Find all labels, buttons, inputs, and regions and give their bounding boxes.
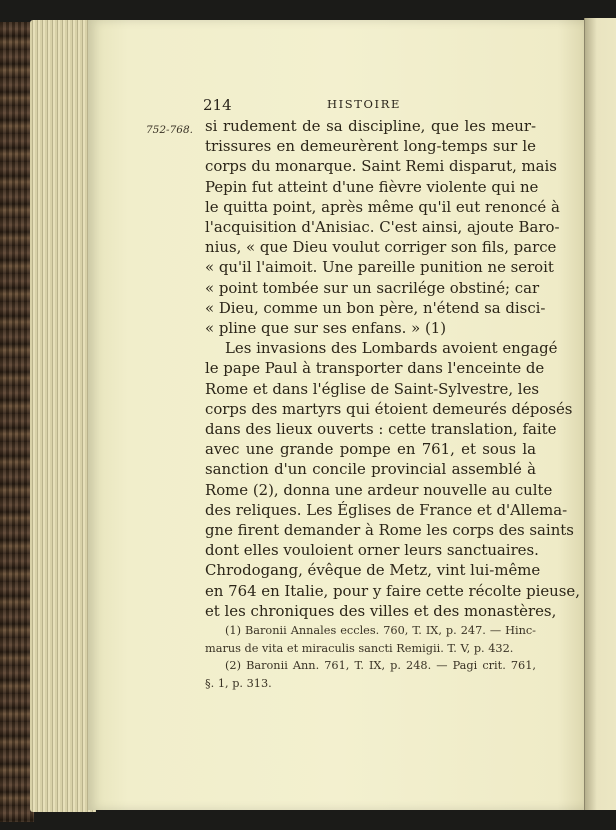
text-line: et les chroniques des villes et des monastères, bbox=[205, 601, 557, 620]
text-line: avec une grande pompe en 761, et sous la bbox=[205, 440, 536, 459]
text-line: le quitta point, après même qu'il eut renoncé à bbox=[205, 197, 560, 216]
body-text bbox=[205, 116, 580, 621]
text-line: le pape Paul à transporter dans l'enceinte de bbox=[205, 359, 545, 378]
page-edges bbox=[30, 20, 96, 812]
paragraph-start-line: Les invasions des Lombards avoient engagé bbox=[225, 339, 558, 358]
margin-date-note: 752-768. bbox=[146, 124, 193, 136]
text-line: dont elles vouloient orner leurs sanctuaires. bbox=[205, 541, 539, 560]
footnote-1-line: (1) Baronii Annales eccles. 760, T. IX, p. 247. — Hinc- bbox=[225, 624, 536, 637]
text-line: si rudement de sa discipline, que les meur- bbox=[205, 117, 536, 135]
page-number: 214 bbox=[203, 96, 232, 114]
text-line: sanction d'un concile provincial assemblé à bbox=[205, 460, 536, 479]
footnote-2-line: §. 1, p. 313. bbox=[205, 676, 272, 690]
text-line: Rome et dans l'église de Saint-Sylvestre, les bbox=[205, 379, 540, 398]
text-line: « qu'il l'aimoit. Une pareille punition ne seroit bbox=[205, 258, 554, 277]
text-line: Pepin fut atteint d'une fièvre violente qui ne bbox=[205, 177, 539, 196]
text-line: dans des lieux ouverts : cette translation, faite bbox=[205, 420, 557, 439]
text-line: trissures en demeurèrent long-temps sur le bbox=[205, 137, 536, 156]
text-line: corps du monarque. Saint Remi disparut, mais bbox=[205, 157, 557, 176]
text-line: « point tombée sur un sacrilége obstiné; car bbox=[205, 278, 540, 297]
page-header bbox=[0, 96, 616, 116]
text-line: Rome (2), donna une ardeur nouvelle au culte bbox=[205, 480, 553, 499]
text-line: corps des martyrs qui étoient demeurés déposés bbox=[205, 399, 573, 418]
footnote-2-line: (2) Baronii Ann. 761, T. IX, p. 248. — Pagi crit. 761, bbox=[225, 659, 536, 673]
facing-page-edge bbox=[584, 18, 616, 810]
text-line: nius, « que Dieu voulut corriger son fils, parce bbox=[205, 238, 557, 257]
text-line: en 764 en Italie, pour y faire cette récolte pieuse, bbox=[205, 581, 580, 600]
text-line: « pline que sur ses enfans. » (1) bbox=[205, 319, 447, 338]
text-line: Chrodogang, évêque de Metz, vint lui-même bbox=[205, 561, 541, 580]
footnote-1-line: marus de vita et miraculis sancti Remigii. T. V, p. 432. bbox=[205, 641, 514, 655]
book-binding bbox=[0, 22, 34, 822]
text-line: des reliques. Les Églises de France et d'Allema- bbox=[205, 500, 568, 519]
running-title: HISTOIRE bbox=[327, 97, 401, 111]
text-line: « Dieu, comme un bon père, n'étend sa disci- bbox=[205, 298, 546, 317]
text-line: gne firent demander à Rome les corps des saints bbox=[205, 521, 574, 540]
footnotes bbox=[205, 622, 536, 692]
text-line: l'acquisition d'Anisiac. C'est ainsi, ajoute Baro- bbox=[205, 218, 560, 237]
